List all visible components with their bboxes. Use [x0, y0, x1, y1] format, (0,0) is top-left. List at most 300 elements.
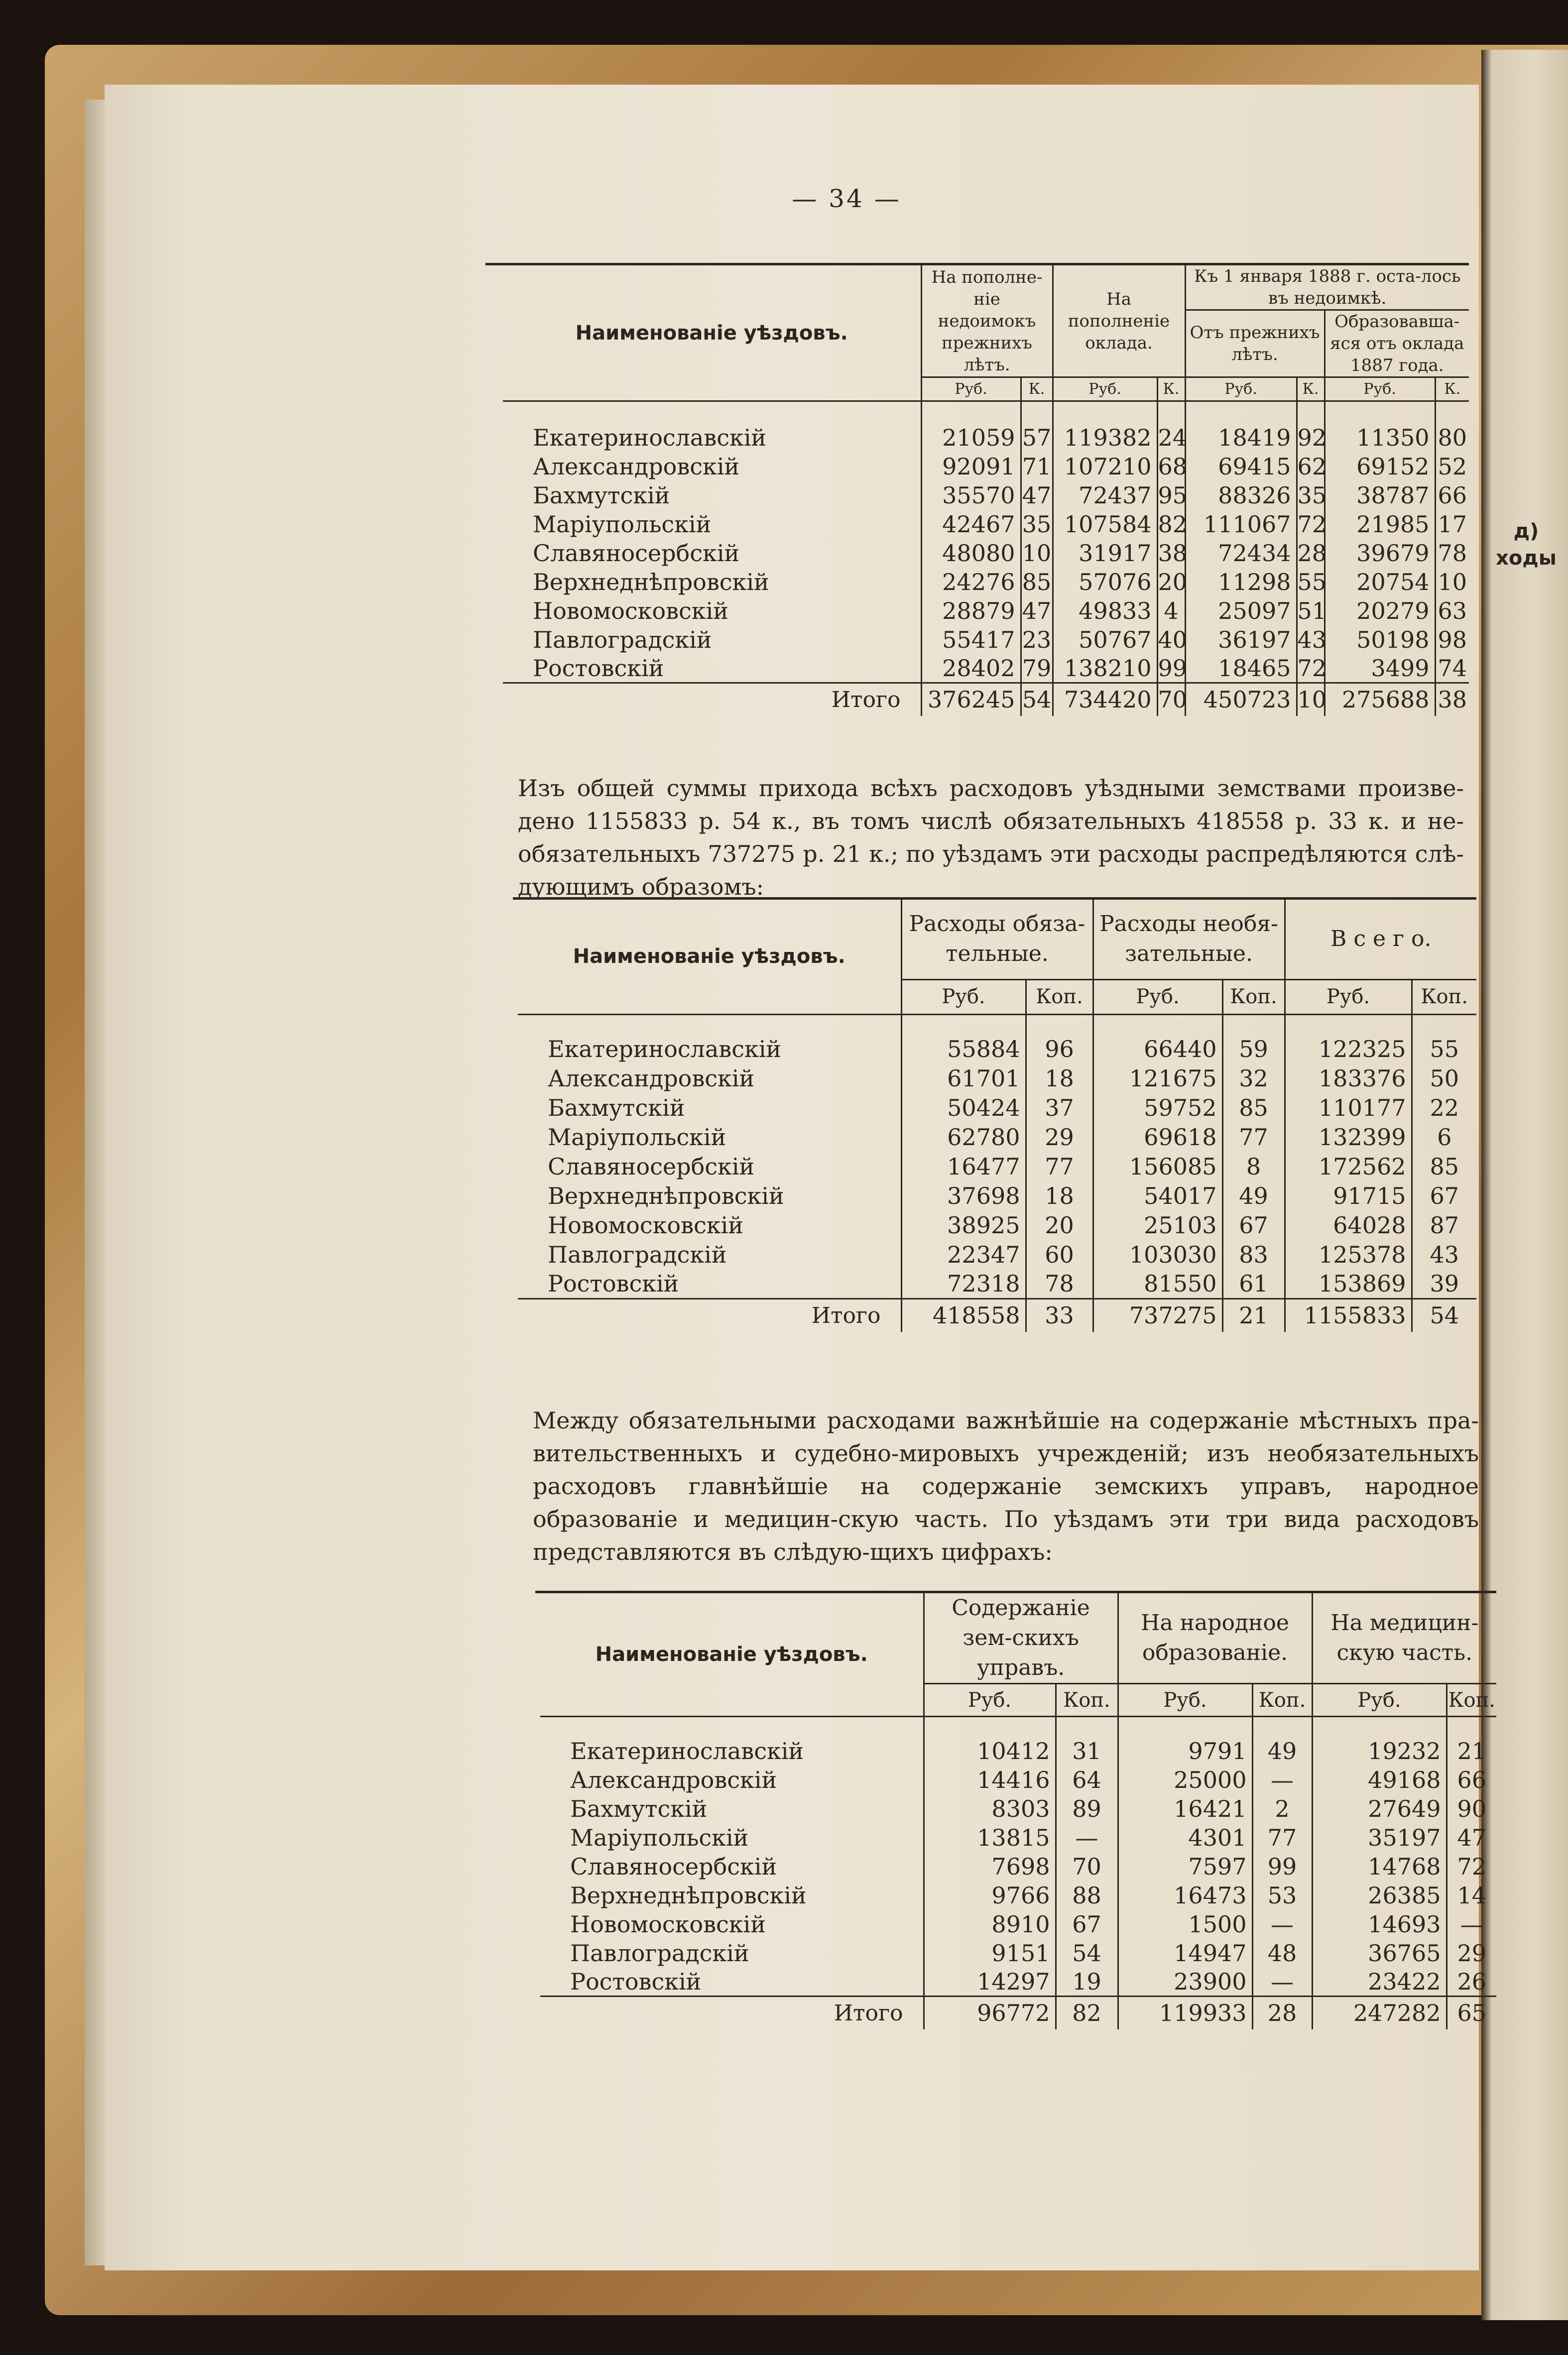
rub-value: 55884	[901, 1034, 1026, 1063]
district-label: Верхнеднѣпровскій	[533, 568, 769, 595]
kop-value: 82	[1158, 510, 1188, 538]
kop-value: 37	[1026, 1093, 1093, 1122]
district-label: Александровскій	[548, 1064, 755, 1092]
district-name	[540, 1766, 924, 1794]
rub-value: 81550	[1093, 1269, 1222, 1298]
kop-value: 26	[1447, 1968, 1496, 1997]
peek-line: ходы	[1496, 547, 1557, 570]
kop-value: 2	[1252, 1794, 1312, 1823]
rub-value: 21059	[921, 423, 1021, 452]
district-name	[503, 568, 921, 596]
rub-value: 37698	[901, 1181, 1026, 1210]
kop-value: 61	[1222, 1269, 1285, 1298]
rub-value: 111067	[1185, 510, 1297, 539]
district-name	[518, 1181, 901, 1210]
kop-value: 74	[1435, 654, 1469, 683]
total-kop: 38	[1435, 683, 1469, 716]
total-row	[518, 1298, 1476, 1332]
district-name	[518, 1240, 901, 1269]
rub-value: 72437	[1053, 481, 1157, 510]
kop-value: 68	[1158, 453, 1188, 480]
district-label: Маріупольскій	[570, 1824, 749, 1851]
district-label: Верхнеднѣпровскій	[548, 1182, 784, 1209]
rub-value: 132399	[1285, 1122, 1412, 1152]
total-label: Итого	[540, 1997, 924, 2029]
table-row	[503, 625, 1469, 654]
district-name	[503, 510, 921, 539]
district-label: Ростовскій	[548, 1270, 679, 1297]
kop-value: —	[1252, 1766, 1312, 1794]
kop-value: 67	[1222, 1210, 1285, 1240]
district-label: Славяносербскій	[570, 1853, 777, 1880]
district-name	[540, 1823, 924, 1852]
kop-value: 72	[1297, 654, 1325, 683]
col-salary: На пополненіе оклада.	[1053, 265, 1185, 377]
district-label: Ростовскій	[533, 654, 664, 682]
rub-value: 121675	[1093, 1063, 1222, 1093]
kop-value: 77	[1222, 1122, 1285, 1152]
district-label: Екатеринославскій	[570, 1737, 804, 1765]
rub-label: Руб.	[921, 377, 1021, 401]
rub-value: 59752	[1093, 1093, 1222, 1122]
kop-value: 78	[1435, 539, 1469, 568]
kop-value: —	[1447, 1910, 1496, 1939]
district-label: Новомосковскій	[533, 597, 728, 624]
kop-value: 35	[1021, 510, 1053, 539]
total-kop: 82	[1056, 1997, 1118, 2029]
rub-value: 28402	[921, 654, 1021, 683]
rub-value: 92091	[921, 452, 1021, 481]
rub-label: Руб.	[1093, 979, 1222, 1014]
table-expenses	[518, 900, 1476, 1332]
kop-value: 22	[1412, 1093, 1476, 1122]
kop-value: 95	[1158, 481, 1188, 509]
rub-value: 61701	[901, 1063, 1026, 1093]
col-total: В с е г о.	[1285, 900, 1476, 979]
rub-value: 20754	[1325, 568, 1435, 596]
kop-value: 10	[1435, 568, 1469, 596]
rub-value: 38925	[901, 1210, 1026, 1240]
rub-value: 138210	[1053, 654, 1157, 683]
district-name	[540, 1881, 924, 1910]
kop-value: 43	[1297, 626, 1327, 653]
rub-value: 36197	[1185, 625, 1297, 654]
district-label: Новомосковскій	[570, 1910, 766, 1938]
paragraph-expenses-intro: Изъ общей суммы прихода всѣхъ расходовъ уѣздными земствами произве-дено 1155833 р. 54 к., въ томъ числѣ обязательныхъ 418558 р. 33 к. и не-обязательныхъ 737275 р. 21 к.; по уѣздамъ эти расходы распредѣляются слѣ-дующимъ образомъ:	[518, 775, 1464, 900]
kop-value: 77	[1026, 1152, 1093, 1181]
page-number: — 34 —	[792, 184, 901, 213]
total-kop: 54	[1412, 1298, 1476, 1332]
kop-value: 19	[1056, 1968, 1118, 1997]
rub-value: 7698	[924, 1852, 1056, 1881]
kop-value: 8	[1222, 1152, 1285, 1181]
kop-value: 80	[1435, 423, 1469, 452]
district-label: Славяносербскій	[533, 539, 740, 567]
district-label: Маріупольскій	[533, 510, 712, 538]
rub-value: 42467	[921, 510, 1021, 539]
table-row	[540, 1881, 1496, 1910]
table-row	[503, 539, 1469, 568]
kop-value: 6	[1412, 1122, 1476, 1152]
total-kop: 28	[1252, 1997, 1312, 2029]
kop-value: 39	[1412, 1269, 1476, 1298]
kop-value: 35	[1297, 481, 1327, 509]
kop-value: 43	[1412, 1240, 1476, 1269]
district-label: Александровскій	[533, 453, 740, 480]
district-name	[518, 1093, 901, 1122]
table-row	[540, 1910, 1496, 1939]
kop-value: 40	[1158, 626, 1188, 653]
kop-value: 72	[1447, 1852, 1496, 1881]
table-row	[540, 1939, 1496, 1968]
rub-value: 11350	[1325, 423, 1435, 452]
rub-value: 57076	[1053, 568, 1157, 596]
kop-label: К.	[1435, 377, 1469, 401]
kop-value: 10	[1021, 539, 1053, 568]
district-label: Новомосковскій	[548, 1211, 743, 1239]
rub-label: Руб.	[1285, 979, 1412, 1014]
rub-value: 18419	[1185, 423, 1297, 452]
kop-value: —	[1252, 1968, 1312, 1997]
rub-value: 50198	[1325, 625, 1435, 654]
kop-value: 47	[1021, 481, 1053, 510]
rub-value: 103030	[1093, 1240, 1222, 1269]
kop-value: 78	[1026, 1269, 1093, 1298]
kop-value: 62	[1297, 453, 1327, 480]
rub-value: 22347	[901, 1240, 1026, 1269]
rub-value: 49168	[1312, 1766, 1447, 1794]
kop-label: К.	[1157, 377, 1185, 401]
kop-value: 29	[1026, 1122, 1093, 1152]
district-label: Екатеринославскій	[533, 424, 767, 451]
col-arrears-group: Къ 1 января 1888 г. оста-лось въ недоимкѣ.	[1185, 265, 1469, 310]
kop-value: 4	[1157, 596, 1185, 625]
rub-value: 35570	[921, 481, 1021, 510]
district-label: Павлоградскій	[548, 1241, 727, 1268]
kop-value: 72	[1297, 510, 1327, 538]
total-rub: 734420	[1053, 683, 1157, 716]
rub-value: 9791	[1118, 1737, 1252, 1766]
kop-value: 85	[1222, 1093, 1285, 1122]
rub-value: 72434	[1185, 539, 1297, 568]
kop-value: 47	[1021, 596, 1053, 625]
kop-value: 38	[1158, 539, 1188, 567]
district-name	[518, 1152, 901, 1181]
rub-value: 9151	[924, 1939, 1056, 1968]
kop-value: —	[1056, 1823, 1118, 1852]
district-name	[540, 1968, 924, 1997]
kop-value: 14	[1447, 1881, 1496, 1910]
kop-value: 49	[1252, 1737, 1312, 1766]
kop-value: 18	[1026, 1181, 1093, 1210]
rub-value: 25097	[1185, 596, 1297, 625]
rub-label: Руб.	[924, 1684, 1056, 1717]
kop-value: 24	[1158, 424, 1188, 451]
kop-value: 85	[1021, 568, 1053, 596]
rub-value: 10412	[924, 1737, 1056, 1766]
kop-value: 23	[1021, 625, 1053, 654]
table-row	[518, 1152, 1476, 1181]
rub-value: 156085	[1093, 1152, 1222, 1181]
district-label: Александровскій	[570, 1766, 777, 1793]
district-name	[540, 1939, 924, 1968]
total-rub: 376245	[921, 683, 1021, 716]
table-row	[503, 654, 1469, 683]
total-rub: 1155833	[1285, 1298, 1412, 1332]
total-rub: 119933	[1118, 1997, 1252, 2029]
rub-value: 55417	[921, 625, 1021, 654]
district-name	[518, 1269, 901, 1298]
district-name	[540, 1910, 924, 1939]
rub-value: 4301	[1118, 1823, 1252, 1852]
rub-value: 3499	[1325, 654, 1435, 683]
rub-value: 8910	[924, 1910, 1056, 1939]
kop-value: 52	[1435, 452, 1469, 481]
table-row	[540, 1794, 1496, 1823]
rub-value: 153869	[1285, 1269, 1412, 1298]
rub-value: 13815	[924, 1823, 1056, 1852]
rub-label: Руб.	[1053, 377, 1157, 401]
table-arrears	[503, 265, 1469, 716]
table-row	[540, 1823, 1496, 1852]
rub-value: 66440	[1093, 1034, 1222, 1063]
kop-value: 48	[1252, 1939, 1312, 1968]
rub-value: 14768	[1312, 1852, 1447, 1881]
kop-value: 66	[1435, 481, 1469, 510]
kop-value: 89	[1056, 1794, 1118, 1823]
kop-label: К.	[1297, 377, 1325, 401]
kop-value: 54	[1056, 1939, 1118, 1968]
total-row	[540, 1997, 1496, 2029]
rub-value: 14947	[1118, 1939, 1252, 1968]
rub-value: 16473	[1118, 1881, 1252, 1910]
rub-value: 7597	[1118, 1852, 1252, 1881]
total-kop: 70	[1157, 683, 1185, 716]
district-label: Бахмутскій	[548, 1094, 685, 1121]
kop-value: 85	[1412, 1152, 1476, 1181]
kop-value: 90	[1447, 1794, 1496, 1823]
district-name	[540, 1794, 924, 1823]
district-name	[503, 423, 921, 452]
name-header: Наименованіе уѣздовъ.	[540, 1593, 924, 1717]
kop-value: 70	[1056, 1852, 1118, 1881]
table-row	[503, 510, 1469, 539]
table-row	[518, 1240, 1476, 1269]
col-zemstvo-boards: Содержаніе зем-скихъ управъ.	[924, 1593, 1118, 1684]
district-name	[518, 1034, 901, 1063]
rub-value: 38787	[1325, 481, 1435, 510]
kop-value: 64	[1056, 1766, 1118, 1794]
rub-label: Руб.	[1325, 377, 1435, 401]
table-row	[518, 1122, 1476, 1152]
kop-value: 57	[1021, 423, 1053, 452]
kop-value: 17	[1435, 510, 1469, 539]
kop-value: 49	[1222, 1181, 1285, 1210]
kop-value: 92	[1297, 424, 1327, 451]
kop-label: Коп.	[1056, 1684, 1118, 1717]
kop-label: К.	[1021, 377, 1053, 401]
table-row	[540, 1766, 1496, 1794]
table-row	[518, 1063, 1476, 1093]
rub-value: 69618	[1093, 1122, 1222, 1152]
rub-value: 31917	[1053, 539, 1157, 568]
rub-value: 20279	[1325, 596, 1435, 625]
kop-value: 53	[1252, 1881, 1312, 1910]
rub-value: 27649	[1312, 1794, 1447, 1823]
district-name	[503, 452, 921, 481]
kop-value: 50	[1412, 1063, 1476, 1093]
district-name	[503, 539, 921, 568]
table-row	[503, 452, 1469, 481]
kop-label: Коп.	[1447, 1684, 1496, 1717]
rub-value: 125378	[1285, 1240, 1412, 1269]
rub-value: 107584	[1053, 510, 1157, 539]
total-rub: 737275	[1093, 1298, 1222, 1332]
rub-value: 64028	[1285, 1210, 1412, 1240]
col-education: На народное образованіе.	[1118, 1593, 1312, 1684]
table-row	[518, 1269, 1476, 1298]
kop-value: 77	[1252, 1823, 1312, 1852]
district-name	[540, 1737, 924, 1766]
rub-value: 48080	[921, 539, 1021, 568]
kop-value: 51	[1297, 597, 1327, 624]
kop-label: Коп.	[1252, 1684, 1312, 1717]
rub-value: 14416	[924, 1766, 1056, 1794]
kop-value: 99	[1252, 1852, 1312, 1881]
kop-value: 59	[1222, 1034, 1285, 1063]
kop-value: 66	[1447, 1766, 1496, 1794]
kop-value: 67	[1412, 1181, 1476, 1210]
district-name	[503, 596, 921, 625]
district-label: Екатеринославскій	[548, 1035, 782, 1062]
table-row	[503, 481, 1469, 510]
rub-label: Руб.	[901, 979, 1026, 1014]
name-header: Наименованіе уѣздовъ.	[518, 900, 901, 1014]
table-row	[503, 423, 1469, 452]
kop-value: 96	[1026, 1034, 1093, 1063]
kop-value: 20	[1158, 568, 1188, 595]
district-label: Маріупольскій	[548, 1123, 726, 1151]
kop-value: 63	[1435, 596, 1469, 625]
kop-value: 21	[1447, 1737, 1496, 1766]
rub-value: 50424	[901, 1093, 1026, 1122]
rub-value: 16477	[901, 1152, 1026, 1181]
kop-value: 60	[1026, 1240, 1093, 1269]
kop-value: 67	[1056, 1910, 1118, 1939]
district-label: Бахмутскій	[570, 1795, 708, 1822]
col-optional: Расходы необя-зательные.	[1093, 900, 1285, 979]
rub-value: 16421	[1118, 1794, 1252, 1823]
table-row	[540, 1968, 1496, 1997]
rub-value: 88326	[1185, 481, 1297, 510]
table-row	[540, 1737, 1496, 1766]
col-from-prev-years: Отъ прежнихъ лѣтъ.	[1185, 310, 1325, 377]
rub-value: 110177	[1285, 1093, 1412, 1122]
rub-value: 9766	[924, 1881, 1056, 1910]
kop-value: —	[1252, 1910, 1312, 1939]
kop-value: 79	[1021, 654, 1053, 683]
district-name	[503, 481, 921, 510]
rub-value: 69415	[1185, 452, 1297, 481]
rub-value: 62780	[901, 1122, 1026, 1152]
rub-label: Руб.	[1118, 1684, 1252, 1717]
rub-value: 91715	[1285, 1181, 1412, 1210]
district-name	[540, 1852, 924, 1881]
kop-value: 98	[1435, 625, 1469, 654]
rub-value: 11298	[1185, 568, 1297, 596]
kop-value: 55	[1412, 1034, 1476, 1063]
rub-value: 25000	[1118, 1766, 1252, 1794]
total-rub: 247282	[1312, 1997, 1447, 2029]
table-main-expenses	[540, 1593, 1496, 2029]
kop-value: 71	[1021, 452, 1053, 481]
rub-value: 14297	[924, 1968, 1056, 1997]
district-label: Верхнеднѣпровскій	[570, 1882, 807, 1909]
district-label: Славяносербскій	[548, 1153, 755, 1180]
rub-value: 49833	[1053, 596, 1157, 625]
right-page-peek	[1489, 518, 1564, 572]
total-label: Итого	[503, 683, 921, 716]
paragraph-main-expenses: Между обязательными расходами важнѣйшіе на содержаніе мѣстныхъ пра-вительственныхъ и судебно-мировыхъ учрежденій; изъ необязательныхъ расходовъ главнѣйшіе на содержаніе земскихъ управъ, народное образованіе и медицин-скую часть. По уѣздамъ эти три вида расходовъ представляются въ слѣдую-щихъ цифрахъ:	[533, 1407, 1479, 1565]
name-header: Наименованіе уѣздовъ.	[503, 265, 921, 401]
kop-value: 83	[1222, 1240, 1285, 1269]
rub-value: 183376	[1285, 1063, 1412, 1093]
rub-value: 122325	[1285, 1034, 1412, 1063]
rub-value: 69152	[1325, 452, 1435, 481]
table-row	[518, 1093, 1476, 1122]
kop-label: Коп.	[1026, 979, 1093, 1014]
col-from-1887: Образовавша-яся отъ оклада 1887 года.	[1325, 310, 1469, 377]
rub-value: 35197	[1312, 1823, 1447, 1852]
total-label: Итого	[518, 1298, 901, 1332]
table-row	[503, 596, 1469, 625]
district-name	[518, 1122, 901, 1152]
kop-value: 47	[1447, 1823, 1496, 1852]
rub-label: Руб.	[1312, 1684, 1447, 1717]
kop-value: 18	[1026, 1063, 1093, 1093]
table-row	[503, 568, 1469, 596]
district-label: Ростовскій	[570, 1968, 702, 1995]
col-prev-years-arrears: На пополне-ніе недоимокъ прежнихъ лѣтъ.	[921, 265, 1053, 377]
rub-value: 19232	[1312, 1737, 1447, 1766]
district-label: Бахмутскій	[533, 481, 670, 509]
kop-value: 31	[1056, 1737, 1118, 1766]
table-row	[518, 1034, 1476, 1063]
rub-value: 24276	[921, 568, 1021, 596]
kop-value: 55	[1297, 568, 1327, 595]
total-rub: 96772	[924, 1997, 1056, 2029]
total-rub: 275688	[1325, 683, 1435, 716]
rub-value: 119382	[1053, 423, 1157, 452]
rub-value: 72318	[901, 1269, 1026, 1298]
total-rub: 418558	[901, 1298, 1026, 1332]
rub-value: 25103	[1093, 1210, 1222, 1240]
rub-value: 14693	[1312, 1910, 1447, 1939]
rub-value: 54017	[1093, 1181, 1222, 1210]
district-name	[503, 654, 921, 683]
table-row	[518, 1181, 1476, 1210]
rub-value: 36765	[1312, 1939, 1447, 1968]
col-medical: На медицин-скую часть.	[1312, 1593, 1496, 1684]
col-mandatory: Расходы обяза-тельные.	[901, 900, 1093, 979]
kop-value: 28	[1297, 539, 1327, 567]
kop-label: Коп.	[1412, 979, 1476, 1014]
rub-value: 18465	[1185, 654, 1297, 683]
total-kop: 65	[1447, 1997, 1496, 2029]
rub-value: 23422	[1312, 1968, 1447, 1997]
rub-value: 172562	[1285, 1152, 1412, 1181]
kop-value: 87	[1412, 1210, 1476, 1240]
